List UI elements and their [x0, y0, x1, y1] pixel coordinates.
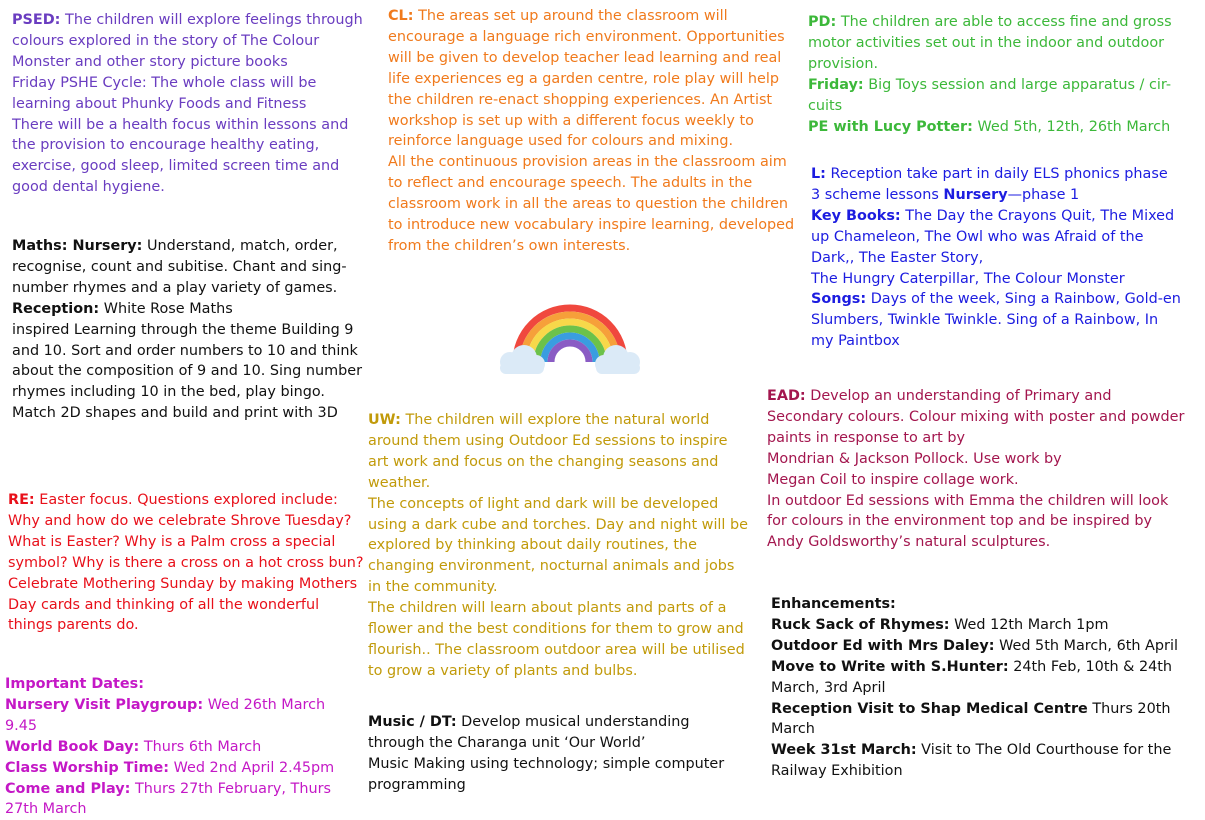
cl-text: The areas set up around the classroom will encourage a language rich environment. Opportunities will be given to develop teacher lead learning and real life experiences eg a garden centre, role play will help the children re-enact shopping experiences. An Artist workshop is set up with a different focus weekly to reinforce language used for colours and mixing.: [388, 8, 785, 150]
enhancement-item-text: Wed 5th March, 6th April: [994, 637, 1178, 654]
psed-health-text: There will be a health focus within lessons and the provision to encourage healthy eating, exercise, good sleep, limited screen time and good dental hygiene.: [12, 116, 349, 196]
maths-reception-text: White Rose Maths: [99, 300, 233, 317]
music-heading: Music / DT:: [368, 714, 457, 730]
re-heading: RE:: [8, 492, 35, 508]
key-books-more: The Hungry Caterpillar, The Colour Monster: [811, 270, 1125, 287]
enhancement-item-text: Visit to The Old Courthouse for the Railway Exhibition: [771, 742, 1172, 780]
cl-provision-text: All the continuous provision areas in the classroom aim to reflect and encourage speech. The adults in the classroom work in all the areas to question the children to introduce new vocabulary inspire learning, developed from the children’s own interests.: [388, 154, 795, 254]
date-item: [5, 695, 350, 737]
maths-reception-label: Reception:: [12, 300, 100, 317]
date-item-label: Come and Play:: [5, 780, 131, 797]
key-books-label: Key Books:: [811, 207, 901, 224]
pd-section: [808, 12, 1193, 137]
maths-theme-text: inspired Learning through the theme Building 9 and 10. Sort and order numbers to 10 and think about the composition of 9 and 10. Sing number rhymes including 10 in the bed, play bingo.: [12, 321, 363, 401]
literacy-nursery-label: Nursery: [943, 186, 1008, 203]
pd-friday-text: Big Toys session and large apparatus / cir-cuits: [808, 76, 1172, 114]
enhancement-item: [771, 740, 1196, 782]
psed-heading: PSED:: [12, 12, 61, 28]
enhancement-item-text: Wed 12th March 1pm: [949, 616, 1109, 633]
maths-nursery-label: Nursery:: [67, 238, 143, 254]
ead-outdoor-text: In outdoor Ed sessions with Emma the children will look for colours in the environment top and be inspired by Andy Goldsworthy’s natural sculptures.: [767, 492, 1169, 551]
pd-pe-text: Wed 5th, 12th, 26th March: [972, 118, 1171, 135]
uw-section: [368, 410, 748, 682]
date-item-label: World Book Day:: [5, 738, 140, 755]
songs-label: Songs:: [811, 291, 867, 308]
literacy-nursery-text: —phase 1: [1007, 186, 1080, 203]
enhancement-item-label: Reception Visit to Shap Medical Centre: [771, 700, 1088, 717]
uw-light-dark-text: The concepts of light and dark will be developed using a dark cube and torches. Day and night will be explored by thinking about daily routines, the changing environment, nocturnal animals and jobs in the community.: [368, 495, 748, 596]
re-text: Easter focus. Questions explored include: Why and how do we celebrate Shrove Tuesday? What is Easter? Why is a Palm cross a special symbol? Why is there a cross on a hot cross bun?: [8, 492, 364, 571]
enhancement-item-label: Ruck Sack of Rhymes:: [771, 616, 950, 633]
music-text: Develop musical understanding through the Charanga unit ‘Our World’: [368, 714, 690, 751]
enhancement-item-label: Outdoor Ed with Mrs Daley:: [771, 637, 995, 654]
ead-section: [767, 386, 1187, 553]
cl-section: [388, 6, 803, 257]
date-item: [5, 779, 350, 820]
enhancements-section: [771, 594, 1196, 782]
maths-shapes-text: Match 2D shapes and build and print with 3D: [12, 405, 338, 422]
ead-collage-text: Megan Coil to inspire collage work.: [767, 471, 1019, 488]
re-section: [8, 490, 368, 636]
rainbow-with-clouds-icon: [494, 290, 646, 376]
uw-plants-text: The children will learn about plants and parts of a flower and the best conditions for them to grow and flourish.. The classroom outdoor area will be utilised to grow a variety of plants and bulbs.: [368, 600, 745, 679]
enhancements-heading: Enhancements:: [771, 596, 896, 612]
enhancement-item-label: Week 31st March:: [771, 742, 917, 759]
songs-text: Days of the week, Sing a Rainbow, Gold-en Slumbers, Twinkle Twinkle. Sing of a Rainbow, In my Paintbox: [811, 291, 1181, 350]
maths-section: [12, 236, 367, 424]
enhancement-item-text: 24th Feb, 10th & 24th March, 3rd April: [771, 658, 1173, 696]
ead-text: Develop an understanding of Primary and Secondary colours. Colour mixing with poster and powder paints in response to art by: [767, 388, 1185, 446]
important-dates-heading: Important Dates:: [5, 676, 144, 692]
enhancement-item-text: Thurs 20th March: [771, 700, 1171, 738]
maths-nursery-text: Understand, match, order, recognise, count and subitise. Chant and sing-number rhymes and a play variety of games.: [12, 238, 347, 296]
key-books-text: The Day the Crayons Quit, The Mixed up Chameleon, The Owl who was Afraid of the Dark,, The Easter Story,: [811, 207, 1175, 266]
ead-heading: EAD:: [767, 388, 806, 404]
literacy-text: Reception take part in daily ELS phonics phase 3 scheme lessons: [811, 166, 1168, 203]
date-item-text: Wed 2nd April 2.45pm: [169, 759, 335, 776]
pd-friday-label: Friday:: [808, 76, 864, 93]
enhancement-item: [771, 615, 1196, 636]
psed-text: The children will explore feelings through colours explored in the story of The Colour Monster and other story picture books: [12, 12, 363, 70]
uw-text: The children will explore the natural world around them using Outdoor Ed sessions to inspire art work and focus on the changing seasons and weather.: [368, 412, 728, 491]
important-dates-section: [5, 674, 350, 820]
date-item: [5, 737, 350, 758]
uw-heading: UW:: [368, 412, 401, 428]
pd-text: The children are able to access fine and gross motor activities set out in the indoor and outdoor provision.: [808, 14, 1172, 72]
enhancement-item-label: Move to Write with S.Hunter:: [771, 658, 1009, 675]
enhancement-item: [771, 699, 1196, 741]
maths-heading: Maths:: [12, 238, 68, 254]
date-item-label: Nursery Visit Playgroup:: [5, 696, 204, 713]
ead-artists-text: Mondrian & Jackson Pollock. Use work by: [767, 450, 1062, 467]
re-mothering-text: Celebrate Mothering Sunday by making Mothers Day cards and thinking of all the wonderful things parents do.: [8, 575, 358, 634]
date-item-text: Thurs 27th February, Thurs 27th March: [5, 780, 331, 818]
cl-heading: CL:: [388, 8, 414, 24]
date-item-text: Wed 26th March 9.45: [5, 696, 326, 734]
literacy-section: [811, 164, 1181, 352]
literacy-heading: L:: [811, 166, 826, 182]
pd-heading: PD:: [808, 14, 837, 30]
date-item-label: Class Worship Time:: [5, 759, 170, 776]
date-item-text: Thurs 6th March: [139, 738, 262, 755]
pd-pe-label: PE with Lucy Potter:: [808, 118, 973, 135]
music-technology-text: Music Making using technology; simple computer programming: [368, 755, 725, 793]
music-dt-section: [368, 712, 728, 796]
enhancement-item: [771, 636, 1196, 657]
psed-section: [12, 10, 372, 198]
psed-pshe-text: Friday PSHE Cycle: The whole class will be learning about Phunky Foods and Fitness: [12, 74, 317, 112]
enhancement-item: [771, 657, 1196, 699]
date-item: [5, 758, 350, 779]
